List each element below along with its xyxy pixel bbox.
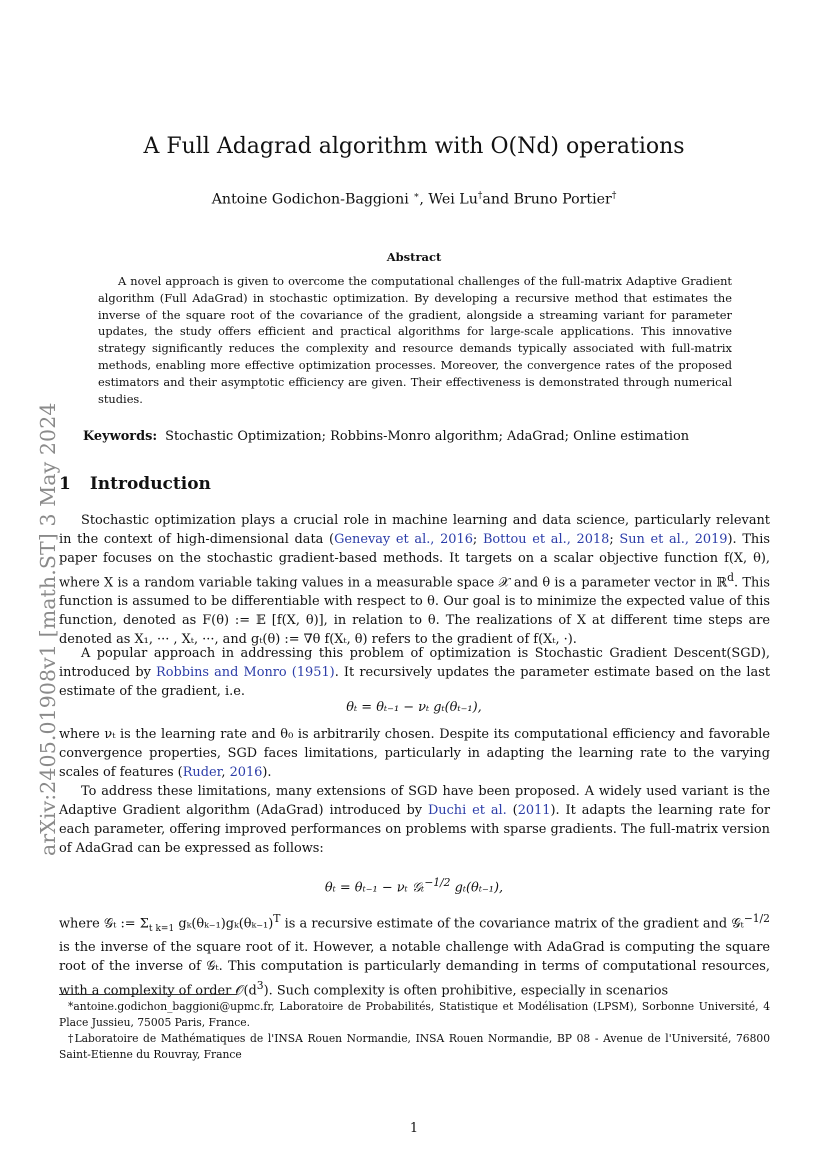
text-run: gₖ(θₖ₋₁)gₖ(θₖ₋₁) [174,916,274,932]
intro-paragraph-3 [59,726,770,783]
citation-link[interactable]: Ruder [182,764,222,780]
superscript: −1/2 [424,876,451,889]
author-and: and [482,191,510,208]
author-2-mark: † [477,191,483,201]
intro-paragraph-1 [59,512,770,650]
text-run: ). [262,764,272,780]
text-run: ). It adapts the learning rate for each parameter, offering improved performances on problems with sparse gradients. The full-matrix version of AdaGrad can be expressed as follows: [59,802,770,856]
intro-paragraph-5 [59,910,770,1001]
text-run: . It recursively updates the parameter estimate based on the last estimate of the gradient, i.e. [59,664,771,699]
text-run: A popular approach in addressing this problem of optimization is Stochastic Gradient Descent(SGD), introduced by [59,646,770,680]
equation-part: gₜ(θₜ₋₁), [450,880,504,896]
footnote-rule [59,994,237,995]
footnote-1: *antoine.godichon_baggioni@upmc.fr, Laboratoire de Probabilités, Statistique et Modélisation (LPSM), Sorbonne Université, 4 Place Jussieu, 75005 Paris, France. [59,1000,770,1029]
page-number: 1 [409,1121,419,1136]
text-run: where 𝒢ₜ := Σ [59,916,149,932]
arxiv-side-label: arXiv:2405.01908v1 [math.ST] 3 May 2024 [36,402,60,856]
text-run: ; [472,531,483,547]
section-number: 1 [59,474,71,494]
author-2: Wei Lu [428,191,478,208]
superscript: d [727,570,734,584]
paper-title: A Full Adagrad algorithm with O(Nd) operations [143,134,685,159]
superscript: −1/2 [743,912,771,925]
citation-link[interactable]: Genevay et al., 2016 [334,531,473,547]
citation-link[interactable]: Robbins and Monro (1951) [155,664,335,680]
keywords [83,429,753,444]
text-run: ). Such complexity is often prohibitive, especially in scenarios [263,982,669,998]
text-run: To address these limitations, many extensions of SGD have been proposed. A widely used variant is the Adaptive Gradient algorithm (AdaGrad) introduced by [59,784,770,818]
equation-part: θₜ = θₜ₋₁ − νₜ 𝒢ₜ [324,880,425,896]
equation-sgd: θₜ = θₜ₋₁ − νₜ gₜ(θₜ₋₁), [346,700,482,715]
text-run: is a recursive estimate of the covariance matrix of the gradient and 𝒢ₜ [280,916,744,932]
text-run: ). This paper focuses on the stochastic gradient-based methods. It targets on a scalar objective function f(X, θ), where X is a random variable taking values in a measurable space 𝒳 and θ is a parameter vector in ℝ [59,531,770,591]
section-heading [59,474,211,494]
equation-adagrad [0,876,828,895]
superscript: 3 [256,978,264,992]
text-run: . This function is assumed to be differentiable with respect to θ. Our goal is to minimize the expected value of this function, denoted as F(θ) := 𝔼 [f(X, θ)], in relation to θ. The realizations of X at different time steps are denoted as X₁, ··· , Xₜ, ···, and gₜ(θ) := ∇θ f(Xₜ, θ) refers to the gradient of f(Xₜ, ·). [59,575,770,647]
text-run: ( [506,802,518,818]
citation-link[interactable]: Duchi et al. [427,802,507,818]
text-run: , [221,764,230,780]
abstract-heading: Abstract [386,250,442,264]
footnote-2: †Laboratoire de Mathématiques de l'INSA Rouen Normandie, INSA Rouen Normandie, BP 08 - Avenue de l'Université, 76800 Saint-Etienne du Rouvray, France [59,1032,770,1061]
author-sep: , [419,191,424,208]
author-1-mark: ∗ [413,191,420,201]
section-title: Introduction [89,474,211,494]
keywords-text: Stochastic Optimization; Robbins-Monro algorithm; AdaGrad; Online estimation [165,429,690,444]
citation-link[interactable]: 2016 [229,764,263,780]
sum-limits: t k=1 [148,923,175,934]
author-3: Bruno Portier [513,191,612,208]
text-run: Stochastic optimization plays a crucial role in machine learning and data science, particularly relevant in the context of high-dimensional data ( [59,513,770,547]
superscript: T [273,912,281,925]
text-run: where νₜ is the learning rate and θ₀ is arbitrarily chosen. Despite its computational efficiency and favorable convergence properties, SGD faces limitations, particularly in adapting the learning rate to the varying scales of features ( [59,727,770,780]
author-3-mark: † [611,191,617,201]
intro-paragraph-2 [59,645,770,702]
abstract-text: A novel approach is given to overcome the computational challenges of the full-matrix Adaptive Gradient algorithm (Full AdaGrad) in stochastic optimization. By developing a recursive method that estimates the inverse of the square root of the covariance of the gradient, alongside a streaming variant for parameter updates, the study offers efficient and practical algorithms for large-scale applications. This innovative strategy significantly reduces the complexity and resource demands typically associated with full-matrix methods, enabling more effective optimization processes. Moreover, the convergence rates of the proposed estimators and their asymptotic efficiency are given. Their effectiveness is demonstrated through numerical studies. [98,274,732,406]
author-1: Antoine Godichon-Baggioni [211,191,409,208]
text-run: ; [609,531,620,547]
text-run: is the inverse of the square root of it. However, a notable challenge with AdaGrad is computing the square root of the inverse of 𝒢ₜ. This computation is particularly demanding in terms of computational resources, with a complexity of order 𝒪(d [59,939,770,998]
intro-paragraph-4 [59,783,770,859]
citation-link[interactable]: Sun et al., 2019 [619,531,728,547]
author-line [0,191,828,208]
keywords-label: Keywords: [83,429,158,444]
citation-link[interactable]: Bottou et al., 2018 [482,531,610,547]
citation-link[interactable]: 2011 [517,802,551,818]
